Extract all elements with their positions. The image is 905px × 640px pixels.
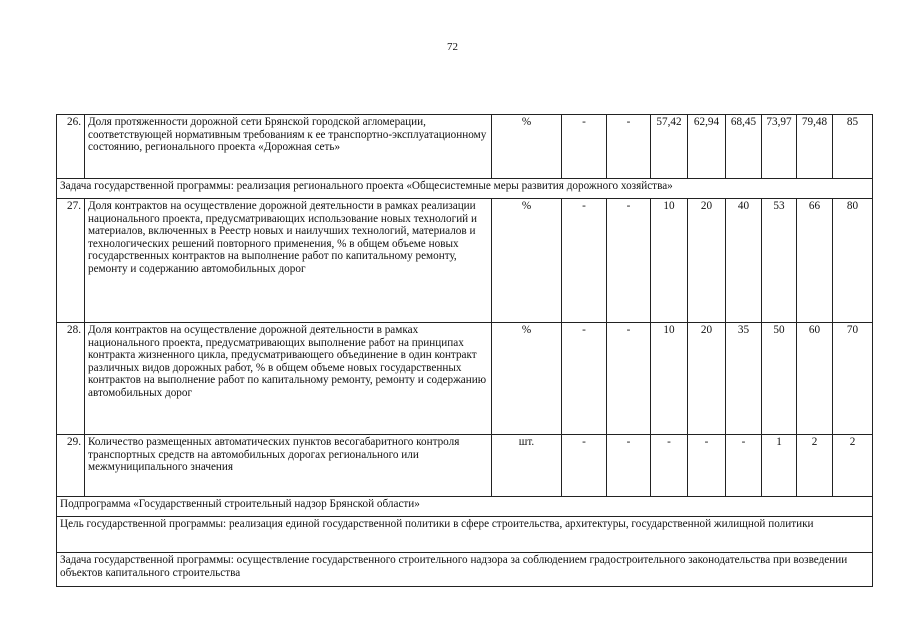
value-cell: 2 — [797, 435, 833, 497]
table-row — [57, 497, 873, 517]
value-cell: 35 — [726, 323, 762, 435]
table-row — [57, 115, 873, 179]
unit-cell: % — [492, 115, 562, 179]
value-cell: 85 — [833, 115, 873, 179]
section-heading: Цель государственной программы: реализация единой государственной политики в сфере строительства, архитектуры, государственной жилищной политики — [57, 517, 873, 553]
value-cell: 68,45 — [726, 115, 762, 179]
value-cell: - — [688, 435, 726, 497]
value-cell: - — [607, 323, 651, 435]
table-row — [57, 179, 873, 199]
value-cell: 80 — [833, 199, 873, 323]
value-cell: - — [607, 115, 651, 179]
indicator-name: Доля контрактов на осуществление дорожной деятельности в рамках реализации национального проекта, предусматривающих использование новых технологий и материалов, включенных в Реестр новых и наилучших технологий, материалов и технологических решений повторного применения, % в общем объеме новых государственных контрактов на выполнение работ по капитальному ремонту, ремонту и содержанию автомобильных дорог — [85, 199, 492, 323]
value-cell: 79,48 — [797, 115, 833, 179]
row-number: 26. — [57, 115, 85, 179]
value-cell: - — [726, 435, 762, 497]
table-row — [57, 199, 873, 323]
value-cell: 10 — [651, 323, 688, 435]
table-row — [57, 435, 873, 497]
unit-cell: % — [492, 199, 562, 323]
section-heading: Подпрограмма «Государственный строительный надзор Брянской области» — [57, 497, 873, 517]
value-cell: - — [651, 435, 688, 497]
value-cell: 40 — [726, 199, 762, 323]
indicator-name: Доля контрактов на осуществление дорожной деятельности в рамках национального проекта, предусматривающих выполнение работ на принципах контракта жизненного цикла, предусматривающего объединение в один контракт различных видов дорожных работ, % в общем объеме новых государственных контрактов на выполнение работ по капитальному ремонту, ремонту и содержанию автомобильных дорог — [85, 323, 492, 435]
value-cell: - — [562, 115, 607, 179]
unit-cell: шт. — [492, 435, 562, 497]
section-heading: Задача государственной программы: реализация регионального проекта «Общесистемные меры развития дорожного хозяйства» — [57, 179, 873, 199]
value-cell: 53 — [762, 199, 797, 323]
value-cell: - — [562, 435, 607, 497]
value-cell: - — [562, 199, 607, 323]
unit-cell: % — [492, 323, 562, 435]
indicator-name: Доля протяженности дорожной сети Брянской городской агломерации, соответствующей нормативным требованиям к ее транспортно-эксплуатационному состоянию, регионального проекта «Дорожная сеть» — [85, 115, 492, 179]
row-number: 28. — [57, 323, 85, 435]
page-number: 72 — [447, 41, 458, 53]
value-cell: 20 — [688, 199, 726, 323]
table-row — [57, 517, 873, 553]
value-cell: 62,94 — [688, 115, 726, 179]
value-cell: 2 — [833, 435, 873, 497]
value-cell: 57,42 — [651, 115, 688, 179]
indicator-name: Количество размещенных автоматических пунктов весогабаритного контроля транспортных средств на автомобильных дорогах регионального или межмуниципального значения — [85, 435, 492, 497]
value-cell: 70 — [833, 323, 873, 435]
value-cell: 50 — [762, 323, 797, 435]
table-row — [57, 323, 873, 435]
value-cell: 20 — [688, 323, 726, 435]
value-cell: - — [607, 435, 651, 497]
value-cell: 60 — [797, 323, 833, 435]
value-cell: 10 — [651, 199, 688, 323]
value-cell: 66 — [797, 199, 833, 323]
value-cell: - — [562, 323, 607, 435]
section-heading: Задача государственной программы: осуществление государственного строительного надзора за соблюдением градостроительного законодательства при возведении объектов капитального строительства — [57, 553, 873, 587]
indicators-table — [56, 114, 873, 587]
value-cell: 1 — [762, 435, 797, 497]
row-number: 29. — [57, 435, 85, 497]
value-cell: 73,97 — [762, 115, 797, 179]
row-number: 27. — [57, 199, 85, 323]
table-row — [57, 553, 873, 587]
value-cell: - — [607, 199, 651, 323]
